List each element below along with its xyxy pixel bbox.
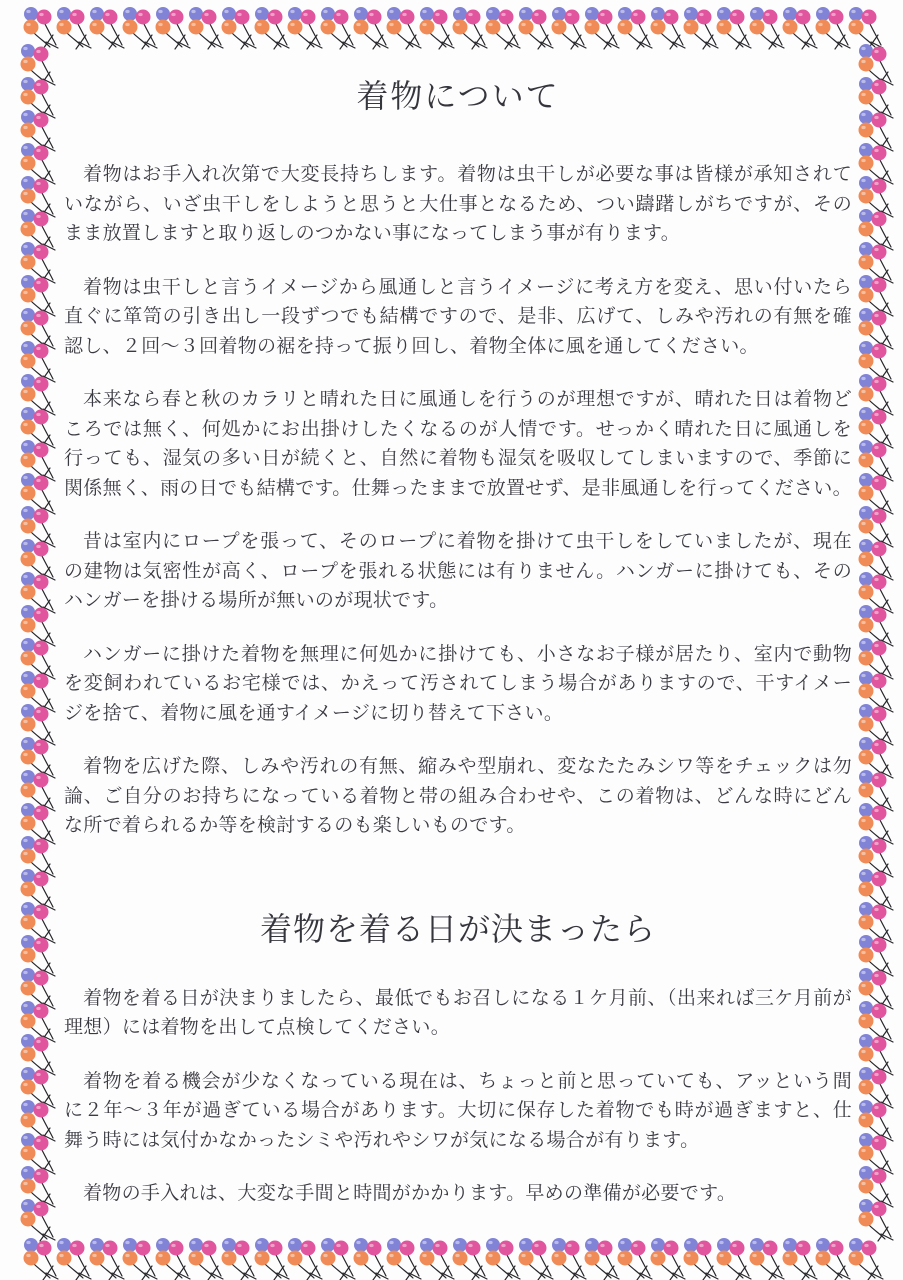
balloon-bunch-icon [17,636,50,669]
balloon-bunch-icon [855,1098,888,1131]
balloon-bunch-icon [855,966,888,999]
balloon-bunch-icon [17,339,50,372]
balloon-bunch-icon [855,1065,888,1098]
balloon-bunch-icon [17,504,50,537]
balloon-bunch-icon [317,5,350,38]
balloon-bunch-icon [855,933,888,966]
balloon-bunch-icon [20,5,53,38]
balloon-bunch-icon [855,174,888,207]
balloon-bunch-icon [17,1164,50,1197]
balloon-bunch-icon [548,1236,581,1269]
balloon-bunch-icon [855,1197,888,1230]
balloon-bunch-icon [218,1236,251,1269]
balloon-bunch-icon [17,999,50,1032]
balloon-bunch-icon [855,669,888,702]
balloon-bunch-icon [17,966,50,999]
paragraph: 着物はお手入れ次第で大変長持ちします。着物は虫干しが必要な事は皆様が承知されていながら、いざ虫干しをしようと思うと大仕事となるため、つい躊躇しがちですが、そのまま放置しますと取り返しのつかない事になってしまう事が有ります。 [64,164,852,244]
balloon-bunch-icon [855,801,888,834]
balloon-bunch-icon [17,933,50,966]
balloon-bunch-icon [746,1236,779,1269]
paragraph: 本来なら春と秋のカラリと晴れた日に風通しを行うのが理想ですが、晴れた日は着物どころでは無く、何処かにお出掛けしたくなるのが人情です。せっかく晴れた日に風通しを行っても、湿気の多い日が続くと、自然に着物も湿気を吸収してしまいますので、季節に関係無く、雨の日でも結構です。仕舞ったままで放置せず、是非風通しを行ってください。 [64,389,852,499]
balloon-bunch-icon [17,42,50,75]
balloon-bunch-icon [855,603,888,636]
paragraph: 着物は虫干しと言うイメージから風通しと言うイメージに考え方を変え、思い付いたら直ぐに箪笥の引き出し一段ずつでも結構ですので、是非、広げて、しみや汚れの有無を確認し、２回～３回着物の裾を持って振り回し、着物全体に風を通してください。 [64,276,852,357]
balloon-bunch-icon [713,5,746,38]
balloon-bunch-icon [855,900,888,933]
balloon-bunch-icon [17,702,50,735]
balloon-bunch-icon [482,1236,515,1269]
balloon-bunch-icon [855,141,888,174]
balloon-bunch-icon [845,1236,878,1269]
balloon-bunch-icon [779,1236,812,1269]
paragraph: ハンガーに掛けた着物を無理に何処かに掛けても、小さなお子様が居たり、室内で動物を変飼われているお宅様では、かえって汚されてしまう場合がありますので、干すイメージを捨て、着物に風を通すイメージに切り替えて下さい。 [64,643,852,724]
balloon-bunch-icon [855,537,888,570]
balloon-bunch-icon [855,306,888,339]
balloon-bunch-icon [17,1065,50,1098]
balloon-border-bottom [20,1236,880,1269]
balloon-bunch-icon [53,1236,86,1269]
balloon-bunch-icon [647,5,680,38]
balloon-bunch-icon [17,438,50,471]
balloon-bunch-icon [17,471,50,504]
balloon-bunch-icon [855,438,888,471]
balloon-bunch-icon [482,5,515,38]
balloon-bunch-icon [284,5,317,38]
balloon-bunch-icon [17,537,50,570]
balloon-bunch-icon [17,900,50,933]
balloon-bunch-icon [17,867,50,900]
balloon-bunch-icon [713,1236,746,1269]
balloon-bunch-icon [284,1236,317,1269]
balloon-bunch-icon [17,141,50,174]
balloon-bunch-icon [647,1236,680,1269]
balloon-border-right [855,42,888,1232]
balloon-bunch-icon [17,735,50,768]
balloon-bunch-icon [515,1236,548,1269]
balloon-bunch-icon [855,372,888,405]
balloon-bunch-icon [416,5,449,38]
balloon-bunch-icon [416,1236,449,1269]
balloon-bunch-icon [855,1032,888,1065]
balloon-bunch-icon [86,5,119,38]
balloon-bunch-icon [17,405,50,438]
balloon-bunch-icon [855,999,888,1032]
section-title: 着物を着る日が決まったら [259,910,656,947]
balloon-bunch-icon [855,273,888,306]
balloon-bunch-icon [581,1236,614,1269]
balloon-bunch-icon [17,207,50,240]
balloon-bunch-icon [17,1131,50,1164]
balloon-bunch-icon [855,768,888,801]
paragraph: 着物を着る機会が少なくなっている現在は、ちょっと前と思っていても、アッという間に２年～３年が過ぎている場合があります。大切に保存した着物でも時が過ぎますと、仕舞う時には気付かなかったシミや汚れやシワが気になる場合が有ります。 [64,1070,852,1151]
balloon-bunch-icon [855,75,888,108]
balloon-bunch-icon [17,372,50,405]
balloon-bunch-icon [855,867,888,900]
balloon-bunch-icon [17,570,50,603]
balloon-bunch-icon [812,5,845,38]
paragraph: 昔は室内にロープを張って、そのロープに着物を掛けて虫干しをしていましたが、現在の建物は気密性が高く、ロープを張れる状態には有りません。ハンガーに掛けても、そのハンガーを掛ける場所が無いのが現状です。 [64,531,852,611]
balloon-bunch-icon [855,42,888,75]
balloon-bunch-icon [614,5,647,38]
balloon-bunch-icon [855,702,888,735]
balloon-bunch-icon [17,306,50,339]
balloon-bunch-icon [855,834,888,867]
balloon-bunch-icon [855,1131,888,1164]
balloon-bunch-icon [383,5,416,38]
balloon-bunch-icon [17,801,50,834]
balloon-bunch-icon [855,240,888,273]
balloon-bunch-icon [218,5,251,38]
balloon-bunch-icon [86,1236,119,1269]
balloon-bunch-icon [251,5,284,38]
balloon-bunch-icon [17,108,50,141]
balloon-bunch-icon [17,603,50,636]
balloon-bunch-icon [17,1197,50,1230]
document-content [64,60,852,1209]
balloon-bunch-icon [855,570,888,603]
balloon-bunch-icon [855,339,888,372]
balloon-bunch-icon [383,1236,416,1269]
paragraph: 着物の手入れは、大変な手間と時間がかかります。早めの準備が必要です。 [83,1183,737,1204]
balloon-bunch-icon [812,1236,845,1269]
balloon-bunch-icon [614,1236,647,1269]
balloon-bunch-icon [17,75,50,108]
balloon-border-top [20,5,880,38]
balloon-bunch-icon [251,1236,284,1269]
balloon-bunch-icon [185,1236,218,1269]
balloon-bunch-icon [680,1236,713,1269]
paragraph: 着物を着る日が決まりましたら、最低でもお召しになる１ケ月前、（出来れば三ケ月前が理想）には着物を出して点検してください。 [64,987,852,1038]
balloon-bunch-icon [350,1236,383,1269]
balloon-bunch-icon [855,1164,888,1197]
balloon-bunch-icon [855,504,888,537]
balloon-bunch-icon [317,1236,350,1269]
balloon-bunch-icon [17,834,50,867]
balloon-bunch-icon [548,5,581,38]
balloon-bunch-icon [17,768,50,801]
balloon-bunch-icon [152,1236,185,1269]
balloon-bunch-icon [119,5,152,38]
balloon-border-left [17,42,50,1232]
balloon-bunch-icon [855,636,888,669]
balloon-bunch-icon [17,1098,50,1131]
balloon-bunch-icon [185,5,218,38]
balloon-bunch-icon [350,5,383,38]
balloon-bunch-icon [680,5,713,38]
document-title: 着物について [356,78,560,114]
balloon-bunch-icon [449,5,482,38]
balloon-bunch-icon [855,405,888,438]
balloon-bunch-icon [581,5,614,38]
balloon-bunch-icon [17,669,50,702]
balloon-bunch-icon [855,471,888,504]
balloon-bunch-icon [17,273,50,306]
balloon-bunch-icon [855,108,888,141]
paragraph: 着物を広げた際、しみや汚れの有無、縮みや型崩れ、変なたたみシワ等をチェックは勿論、ご自分のお持ちになっている着物と帯の組み合わせや、この着物は、どんな時にどんな所で着られるか等を検討するのも楽しいものです。 [64,756,852,836]
balloon-bunch-icon [53,5,86,38]
balloon-bunch-icon [779,5,812,38]
balloon-bunch-icon [17,174,50,207]
balloon-bunch-icon [746,5,779,38]
balloon-bunch-icon [17,1032,50,1065]
balloon-bunch-icon [449,1236,482,1269]
balloon-bunch-icon [855,735,888,768]
balloon-bunch-icon [119,1236,152,1269]
balloon-bunch-icon [17,240,50,273]
balloon-bunch-icon [855,207,888,240]
balloon-bunch-icon [515,5,548,38]
balloon-bunch-icon [20,1236,53,1269]
balloon-bunch-icon [845,5,878,38]
balloon-bunch-icon [152,5,185,38]
